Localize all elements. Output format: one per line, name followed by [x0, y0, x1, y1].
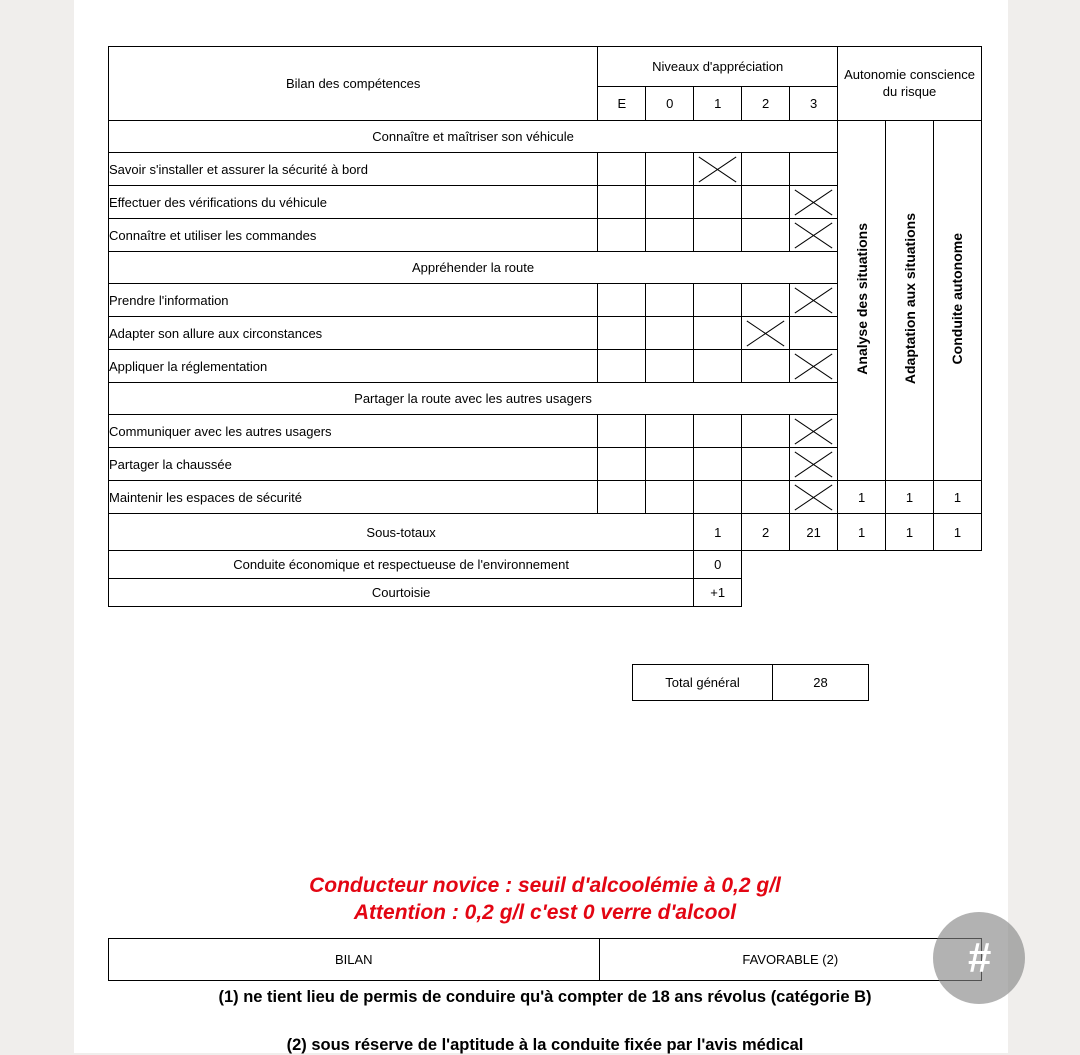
skill-label: Maintenir les espaces de sécurité — [109, 481, 598, 514]
bilan-result: FAVORABLE (2) — [599, 939, 981, 981]
subtotal-level-3: 21 — [790, 514, 838, 551]
autonomy-value-adaptation[interactable]: 1 — [886, 481, 934, 514]
skill-label: Appliquer la réglementation — [109, 350, 598, 383]
alcohol-warning-line2: Attention : 0,2 g/l c'est 0 verre d'alcool — [353, 901, 737, 925]
score-cell-1[interactable] — [694, 186, 742, 219]
skill-label: Savoir s'installer et assurer la sécurité à bord — [109, 153, 598, 186]
score-cell-3-selected[interactable] — [790, 186, 838, 219]
score-cell-3-selected[interactable] — [790, 481, 838, 514]
score-cell-E[interactable] — [598, 284, 646, 317]
document-page — [74, 0, 1008, 1053]
level-header-1: 1 — [694, 87, 742, 121]
level-header-2: 2 — [742, 87, 790, 121]
competence-table — [108, 46, 982, 607]
subtotal-level-1: 1 — [694, 514, 742, 551]
table-header-row — [109, 47, 982, 87]
score-cell-3-selected[interactable] — [790, 415, 838, 448]
section-title-route: Appréhender la route — [109, 252, 838, 284]
autonomy-value-conduite[interactable]: 1 — [933, 481, 981, 514]
score-cell-0[interactable] — [646, 350, 694, 383]
level-header-3: 3 — [790, 87, 838, 121]
score-cell-0[interactable] — [646, 415, 694, 448]
score-cell-2[interactable] — [742, 415, 790, 448]
score-cell-0[interactable] — [646, 481, 694, 514]
page-title: Bilan des compétences — [109, 47, 598, 121]
spacer — [742, 551, 982, 579]
skill-label: Prendre l'information — [109, 284, 598, 317]
score-cell-E[interactable] — [598, 219, 646, 252]
bilan-table — [108, 938, 982, 981]
score-cell-E[interactable] — [598, 153, 646, 186]
score-cell-3-selected[interactable] — [790, 284, 838, 317]
score-cell-1-selected[interactable] — [694, 153, 742, 186]
score-cell-2[interactable] — [742, 481, 790, 514]
subtotal-level-2: 2 — [742, 514, 790, 551]
subtotal-label: Sous-totaux — [109, 514, 694, 551]
bilan-row — [109, 939, 982, 981]
section-band-row — [109, 121, 982, 153]
score-cell-3-selected[interactable] — [790, 448, 838, 481]
score-cell-E[interactable] — [598, 317, 646, 350]
score-cell-2[interactable] — [742, 186, 790, 219]
score-cell-E[interactable] — [598, 350, 646, 383]
level-header-E: E — [598, 87, 646, 121]
score-cell-0[interactable] — [646, 448, 694, 481]
score-cell-1[interactable] — [694, 219, 742, 252]
score-cell-0[interactable] — [646, 219, 694, 252]
score-cell-0[interactable] — [646, 153, 694, 186]
total-general-table — [632, 664, 869, 701]
autonomy-col-adaptation: Adaptation aux situations — [886, 121, 934, 481]
score-cell-1[interactable] — [694, 284, 742, 317]
skill-label: Effectuer des vérifications du véhicule — [109, 186, 598, 219]
competence-sheet — [108, 46, 982, 1054]
eco-label: Conduite économique et respectueuse de l'environnement — [109, 551, 694, 579]
score-cell-0[interactable] — [646, 317, 694, 350]
score-cell-E[interactable] — [598, 186, 646, 219]
courtoisie-label: Courtoisie — [109, 579, 694, 607]
autonomy-header: Autonomie conscience du risque — [838, 47, 982, 121]
autonomy-value-analyse[interactable]: 1 — [838, 481, 886, 514]
score-cell-1[interactable] — [694, 350, 742, 383]
skill-label: Partager la chaussée — [109, 448, 598, 481]
skill-label: Adapter son allure aux circonstances — [109, 317, 598, 350]
score-cell-0[interactable] — [646, 284, 694, 317]
score-cell-1[interactable] — [694, 448, 742, 481]
score-cell-E[interactable] — [598, 481, 646, 514]
skill-label: Communiquer avec les autres usagers — [109, 415, 598, 448]
score-cell-E[interactable] — [598, 448, 646, 481]
level-header-0: 0 — [646, 87, 694, 121]
score-cell-0[interactable] — [646, 186, 694, 219]
total-row — [633, 665, 869, 701]
score-cell-2-selected[interactable] — [742, 317, 790, 350]
subtotal-autonomy-adaptation: 1 — [886, 514, 934, 551]
eco-value: 0 — [694, 551, 742, 579]
subtotal-row — [109, 514, 982, 551]
cursor-highlight — [933, 912, 1025, 1004]
spacer — [742, 579, 982, 607]
footnote-2: (2) sous réserve de l'aptitude à la conduite fixée par l'avis médical — [286, 1036, 804, 1054]
autonomy-col-conduite: Conduite autonome — [933, 121, 981, 481]
subtotal-autonomy-conduite: 1 — [933, 514, 981, 551]
score-cell-3[interactable] — [790, 317, 838, 350]
score-cell-1[interactable] — [694, 481, 742, 514]
score-cell-3-selected[interactable] — [790, 219, 838, 252]
table-row — [109, 481, 982, 514]
bilan-label: BILAN — [109, 939, 600, 981]
cursor-glyph: # — [967, 934, 991, 981]
score-cell-2[interactable] — [742, 219, 790, 252]
courtoisie-value: +1 — [694, 579, 742, 607]
courtoisie-row — [109, 579, 982, 607]
score-cell-2[interactable] — [742, 284, 790, 317]
eco-row — [109, 551, 982, 579]
total-label: Total général — [633, 665, 773, 701]
section-title-partager: Partager la route avec les autres usagers — [109, 383, 838, 415]
alcohol-warning-line1: Conducteur novice : seuil d'alcoolémie à 0,2 g/l — [309, 874, 781, 897]
score-cell-1[interactable] — [694, 415, 742, 448]
score-cell-2[interactable] — [742, 448, 790, 481]
score-cell-3-selected[interactable] — [790, 350, 838, 383]
section-title-vehicule: Connaître et maîtriser son véhicule — [109, 121, 838, 153]
score-cell-1[interactable] — [694, 317, 742, 350]
score-cell-3[interactable] — [790, 153, 838, 186]
score-cell-2[interactable] — [742, 153, 790, 186]
alcohol-warning — [108, 872, 982, 927]
skill-label: Connaître et utiliser les commandes — [109, 219, 598, 252]
levels-header: Niveaux d'appréciation — [598, 47, 838, 87]
subtotal-autonomy-analyse: 1 — [838, 514, 886, 551]
autonomy-col-analyse: Analyse des situations — [838, 121, 886, 481]
score-cell-E[interactable] — [598, 415, 646, 448]
footnote-1: (1) ne tient lieu de permis de conduire qu'à compter de 18 ans révolus (catégorie B) — [218, 988, 872, 1006]
total-value: 28 — [773, 665, 869, 701]
score-cell-2[interactable] — [742, 350, 790, 383]
